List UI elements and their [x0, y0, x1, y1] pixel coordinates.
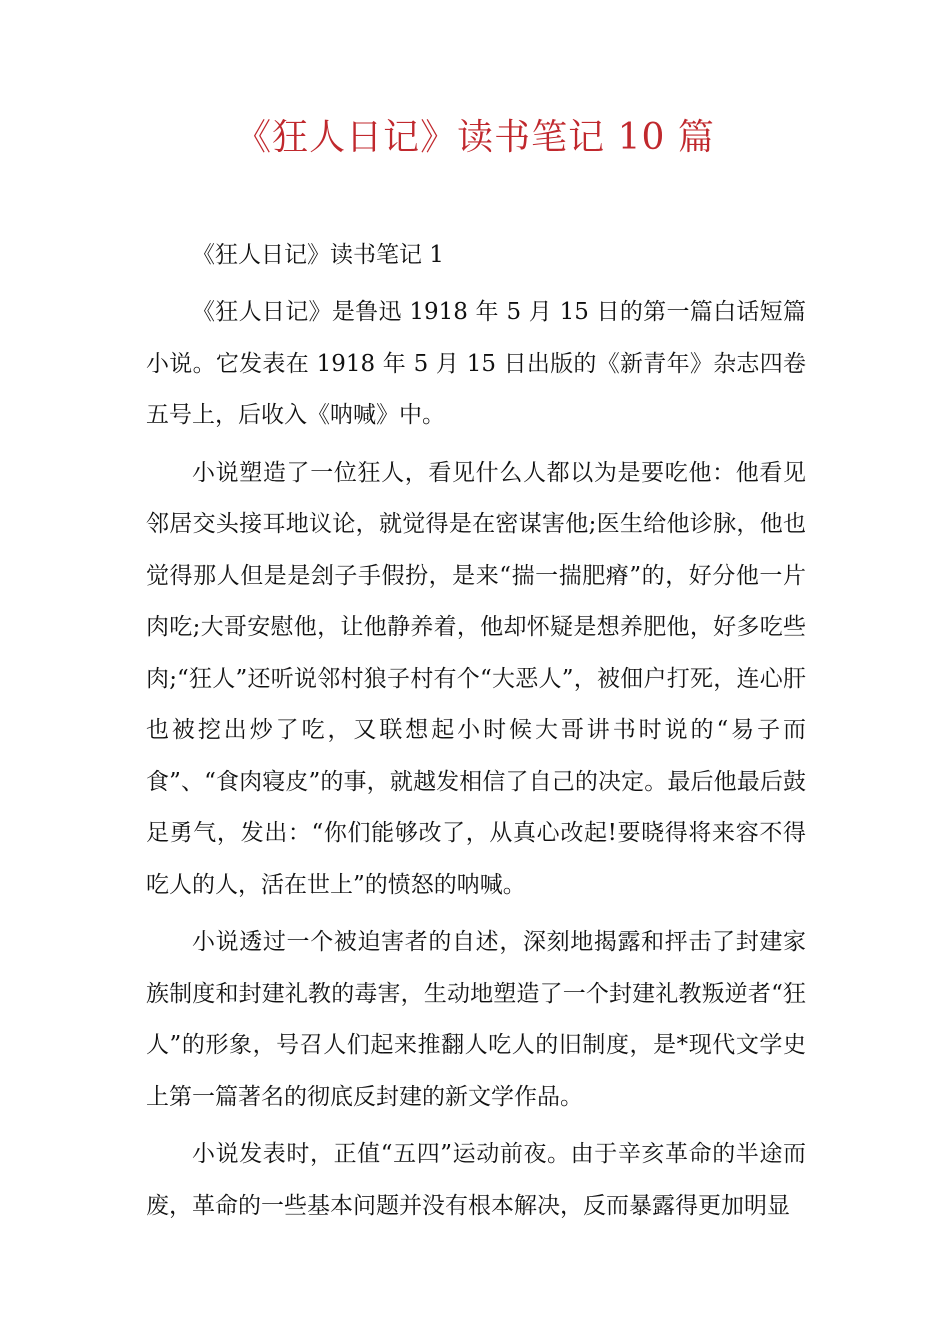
paragraph: 小说发表时，正值“五四”运动前夜。由于辛亥革命的半途而废，革命的一些基本问题并没有根本解决，反而暴露得更加明显 — [146, 1141, 806, 1219]
section-heading: 《狂人日记》读书笔记 1 — [192, 242, 444, 268]
document-title: 《狂人日记》读书笔记 10 篇 — [235, 117, 715, 158]
paragraph: 小说透过一个被迫害者的自述，深刻地揭露和抨击了封建家族制度和封建礼教的毒害，生动地塑造了一个封建礼教叛逆者“狂人”的形象，号召人们起来推翻人吃人的旧制度，是*现代文学史上第一篇著名的彻底反封建的新文学作品。 — [146, 929, 806, 1110]
document-body — [146, 230, 806, 1232]
paragraph: 《狂人日记》是鲁迅 1918 年 5 月 15 日的第一篇白话短篇小说。它发表在 1918 年 5 月 15 日出版的《新青年》杂志四卷五号上，后收入《呐喊》中。 — [146, 299, 806, 428]
paragraph: 小说塑造了一位狂人，看见什么人都以为是要吃他：他看见邻居交头接耳地议论，就觉得是在密谋害他;医生给他诊脉，他也觉得那人但是是刽子手假扮，是来“揣一揣肥瘠”的，好分他一片肉吃;大哥安慰他，让他静养着，他却怀疑是想养肥他，好多吃些肉;“狂人”还听说邻村狼子村有个“大恶人”，被佃户打死，连心肝也被挖出炒了吃，又联想起小时候大哥讲书时说的“易子而食”、“食肉寝皮”的事，就越发相信了自己的决定。最后他最后鼓足勇气，发出：“你们能够改了，从真心改起!要晓得将来容不得吃人的人，活在世上”的愤怒的呐喊。 — [146, 459, 806, 898]
